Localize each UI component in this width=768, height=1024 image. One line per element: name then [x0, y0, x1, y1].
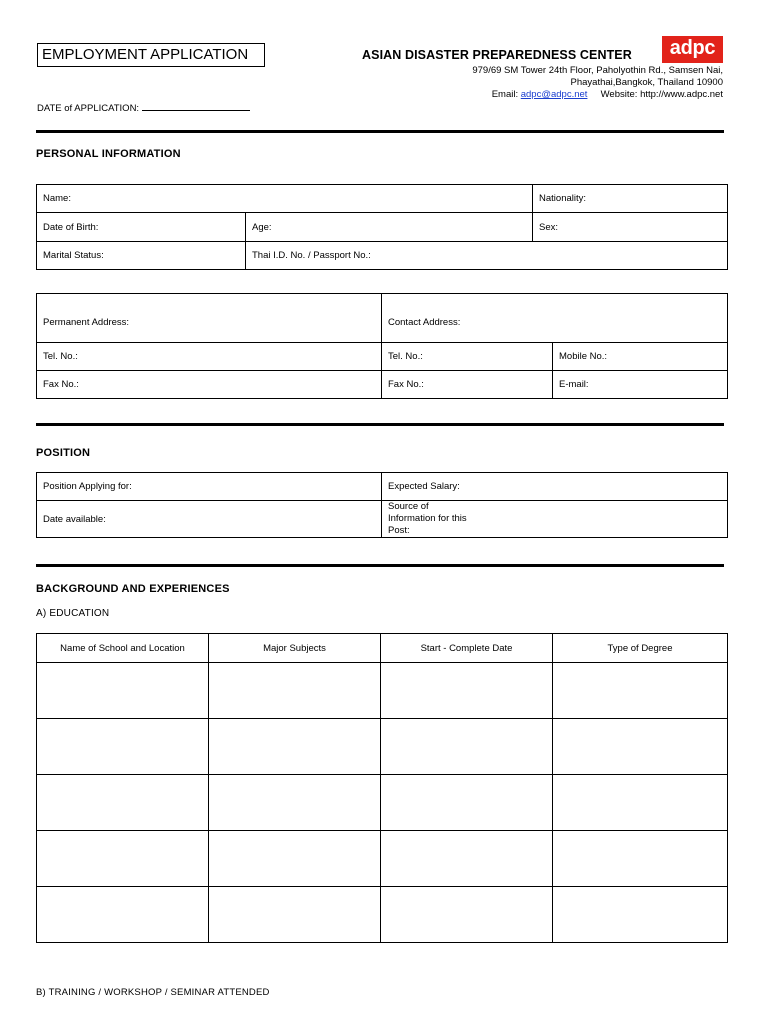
- section-divider: [36, 564, 724, 567]
- position-table: [36, 472, 728, 538]
- address-table: [36, 293, 728, 399]
- education-cell[interactable]: [553, 831, 728, 887]
- date-of-application: [37, 101, 250, 114]
- education-table: [36, 633, 728, 943]
- education-cell[interactable]: [209, 719, 381, 775]
- email-label: Email:: [491, 89, 519, 100]
- source-label-line-1: Source of: [388, 501, 429, 512]
- permanent-address-field[interactable]: Permanent Address:: [37, 294, 382, 343]
- education-cell[interactable]: [553, 719, 728, 775]
- education-cell[interactable]: [37, 887, 209, 943]
- education-cell[interactable]: [381, 719, 553, 775]
- website-label: Website:: [600, 89, 638, 100]
- education-cell[interactable]: [37, 719, 209, 775]
- contact-line: [492, 89, 723, 100]
- education-header-school: Name of School and Location: [37, 634, 209, 663]
- source-of-information-field[interactable]: [382, 501, 728, 538]
- age-field[interactable]: Age:: [246, 213, 533, 242]
- education-cell[interactable]: [37, 775, 209, 831]
- permanent-fax-field[interactable]: Fax No.:: [37, 371, 382, 399]
- section-divider: [36, 130, 724, 133]
- address-line-2: Phayathai,Bangkok, Thailand 10900: [570, 77, 723, 88]
- contact-address-field[interactable]: Contact Address:: [382, 294, 728, 343]
- source-label-line-2: Information for this: [388, 513, 467, 524]
- contact-fax-field[interactable]: Fax No.:: [382, 371, 553, 399]
- source-label-line-3: Post:: [388, 525, 410, 536]
- education-cell[interactable]: [37, 663, 209, 719]
- nationality-field[interactable]: Nationality:: [533, 185, 728, 213]
- address-line-1: 979/69 SM Tower 24th Floor, Paholyothin Rd., Samsen Nai,: [472, 65, 723, 76]
- training-title: B) TRAINING / WORKSHOP / SEMINAR ATTENDED: [36, 987, 270, 998]
- table-row: [37, 719, 728, 775]
- mobile-field[interactable]: Mobile No.:: [553, 343, 728, 371]
- education-title: A) EDUCATION: [36, 608, 110, 619]
- table-row: [37, 831, 728, 887]
- education-cell[interactable]: [381, 663, 553, 719]
- dob-field[interactable]: Date of Birth:: [37, 213, 246, 242]
- form-title: EMPLOYMENT APPLICATION: [37, 43, 265, 67]
- education-cell[interactable]: [209, 887, 381, 943]
- table-row: [37, 887, 728, 943]
- adpc-logo: adpc: [662, 36, 723, 63]
- contact-tel-field[interactable]: Tel. No.:: [382, 343, 553, 371]
- permanent-tel-field[interactable]: Tel. No.:: [37, 343, 382, 371]
- date-available-field[interactable]: Date available:: [37, 501, 382, 538]
- date-of-application-field[interactable]: [142, 101, 250, 111]
- organization-name: ASIAN DISASTER PREPAREDNESS CENTER: [362, 48, 632, 62]
- background-title: BACKGROUND AND EXPERIENCES: [36, 583, 230, 595]
- table-row: [37, 775, 728, 831]
- email-link[interactable]: adpc@adpc.net: [520, 89, 588, 100]
- education-cell[interactable]: [553, 775, 728, 831]
- education-cell[interactable]: [553, 663, 728, 719]
- education-header-dates: Start - Complete Date: [381, 634, 553, 663]
- education-header-subjects: Major Subjects: [209, 634, 381, 663]
- education-cell[interactable]: [37, 831, 209, 887]
- education-cell[interactable]: [209, 663, 381, 719]
- personal-info-title: PERSONAL INFORMATION: [36, 148, 181, 160]
- name-field[interactable]: Name:: [37, 185, 533, 213]
- website-url: http://www.adpc.net: [640, 89, 723, 100]
- education-cell[interactable]: [381, 831, 553, 887]
- table-row: [37, 663, 728, 719]
- date-of-application-label: DATE of APPLICATION:: [37, 103, 140, 114]
- education-cell[interactable]: [381, 775, 553, 831]
- id-passport-field[interactable]: Thai I.D. No. / Passport No.:: [246, 242, 728, 270]
- position-applying-field[interactable]: Position Applying for:: [37, 473, 382, 501]
- email-field[interactable]: E-mail:: [553, 371, 728, 399]
- education-cell[interactable]: [209, 775, 381, 831]
- education-cell[interactable]: [381, 887, 553, 943]
- education-header-degree: Type of Degree: [553, 634, 728, 663]
- education-cell[interactable]: [209, 831, 381, 887]
- marital-status-field[interactable]: Marital Status:: [37, 242, 246, 270]
- education-cell[interactable]: [553, 887, 728, 943]
- expected-salary-field[interactable]: Expected Salary:: [382, 473, 728, 501]
- personal-info-table: [36, 184, 728, 270]
- section-divider: [36, 423, 724, 426]
- position-title: POSITION: [36, 447, 91, 459]
- sex-field[interactable]: Sex:: [533, 213, 728, 242]
